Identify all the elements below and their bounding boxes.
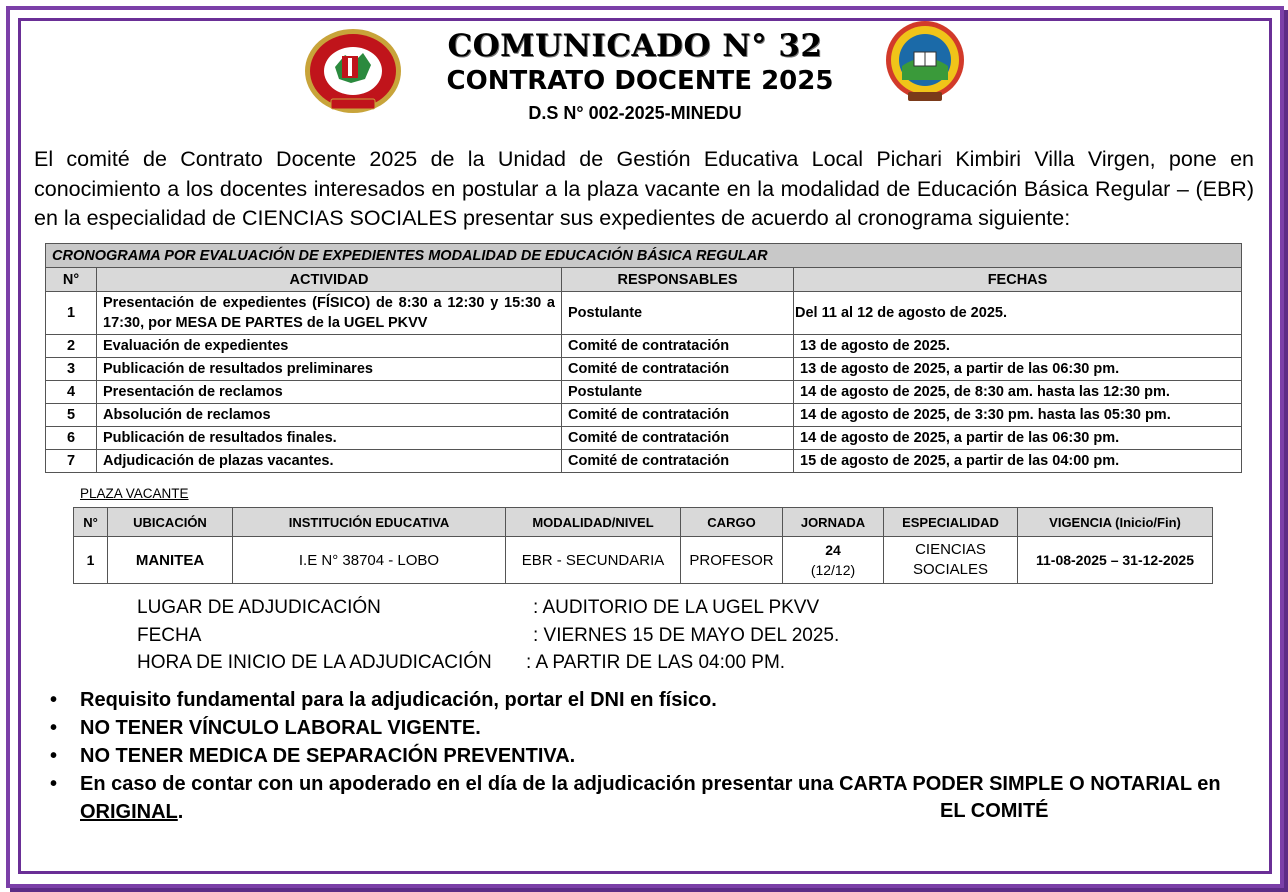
vacancy-header-institution: INSTITUCIÓN EDUCATIVA bbox=[233, 508, 506, 537]
table-row: 1 Presentación de expedientes (FÍSICO) de 8:30 a 12:30 y 15:30 a 17:30, por MESA DE PARTES de la UGEL PKVV Postulante Del 11 al 12 de agosto de 2025. bbox=[46, 292, 1242, 335]
specialty-line2: SOCIALES bbox=[912, 561, 989, 578]
specialty-line1: CIENCIAS bbox=[915, 541, 986, 558]
intro-paragraph: El comité de Contrato Docente 2025 de la Unidad de Gestión Educativa Local Pichari Kimbiri Villa Virgen, pone en conocimiento a los docentes interesados en postular a la plaza vacante en la modalidad de Educación Básica Regular – (EBR) en la especialidad de CIENCIAS SOCIALES presentar sus expedientes de acuerdo al cronograma siguiente: bbox=[34, 147, 1254, 230]
table-row: 4 Presentación de reclamos Postulante 14 de agosto de 2025, de 8:30 am. hasta las 12:30 pm. bbox=[46, 381, 1242, 404]
list-item: • En caso de contar con un apoderado en el día de la adjudicación presentar una CARTA PODER SIMPLE O NOTARIAL en ORIGINAL. bbox=[50, 770, 1230, 826]
vacancy-header-modality: MODALIDAD/NIVEL bbox=[506, 508, 681, 537]
table-row: 7 Adjudicación de plazas vacantes. Comité de contratación 15 de agosto de 2025, a partir de las 04:00 pm. bbox=[46, 450, 1242, 473]
ugel-vraem-logo bbox=[880, 20, 970, 104]
time-label: HORA DE INICIO DE LA ADJUDICACIÓN bbox=[137, 652, 492, 673]
communique-title: COMUNICADO N° 32 bbox=[447, 28, 823, 64]
list-item: • NO TENER MEDICA DE SEPARACIÓN PREVENTIVA. bbox=[50, 742, 1230, 770]
date-value: : VIERNES 15 DE MAYO DEL 2025. bbox=[533, 625, 840, 646]
table-row: 5 Absolución de reclamos Comité de contratación 14 de agosto de 2025, de 3:30 pm. hasta las 05:30 pm. bbox=[46, 404, 1242, 427]
vacancy-header-location: UBICACIÓN bbox=[108, 508, 233, 537]
schedule-header-responsible: RESPONSABLES bbox=[562, 268, 794, 292]
vacancy-table bbox=[73, 507, 1213, 584]
vacancy-header-workday: JORNADA bbox=[783, 508, 884, 537]
original-underlined: ORIGINAL bbox=[80, 801, 178, 823]
vacancy-label: PLAZA VACANTE bbox=[80, 486, 189, 501]
vacancy-header-specialty: ESPECIALIDAD bbox=[884, 508, 1018, 537]
schedule-header-dates: FECHAS bbox=[794, 268, 1242, 292]
gre-cusco-logo bbox=[303, 27, 403, 115]
bullet-icon: • bbox=[50, 717, 58, 739]
schedule-caption: CRONOGRAMA POR EVALUACIÓN DE EXPEDIENTES MODALIDAD DE EDUCACIÓN BÁSICA REGULAR bbox=[46, 244, 1242, 268]
bullet-icon: • bbox=[50, 773, 58, 795]
vacancy-header-validity: VIGENCIA (Inicio/Fin) bbox=[1018, 508, 1213, 537]
bullet-icon: • bbox=[50, 745, 58, 767]
schedule-header-activity: ACTIVIDAD bbox=[97, 268, 562, 292]
workday-hours: 24 bbox=[825, 542, 841, 558]
bullet-icon: • bbox=[50, 689, 58, 711]
workday-fraction: (12/12) bbox=[810, 562, 856, 578]
signature: EL COMITÉ bbox=[934, 797, 1080, 825]
schedule-header-n: N° bbox=[46, 268, 97, 292]
table-row: 1 MANITEA I.E N° 38704 - LOBO EBR - SECUNDARIA PROFESOR 24 (12/12) CIENCIAS SOCIALES 11-08-2025 – 31-12-2025 bbox=[74, 537, 1213, 584]
table-row: 3 Publicación de resultados preliminares Comité de contratación 13 de agosto de 2025, a partir de las 06:30 pm. bbox=[46, 358, 1242, 381]
vacancy-header-n: N° bbox=[74, 508, 108, 537]
list-item: • Requisito fundamental para la adjudicación, portar el DNI en físico. bbox=[50, 686, 1230, 714]
schedule-table bbox=[45, 243, 1242, 473]
date-label: FECHA bbox=[137, 625, 202, 646]
list-item: • NO TENER VÍNCULO LABORAL VIGENTE. bbox=[50, 714, 1230, 742]
table-row: 2 Evaluación de expedientes Comité de contratación 13 de agosto de 2025. bbox=[46, 335, 1242, 358]
decree-number: D.S N° 002-2025-MINEDU bbox=[528, 103, 742, 123]
table-row: 6 Publicación de resultados finales. Comité de contratación 14 de agosto de 2025, a partir de las 06:30 pm. bbox=[46, 427, 1242, 450]
place-label: LUGAR DE ADJUDICACIÓN bbox=[137, 597, 381, 618]
time-value: : A PARTIR DE LAS 04:00 PM. bbox=[526, 652, 786, 673]
vacancy-header-position: CARGO bbox=[681, 508, 783, 537]
contract-subtitle: CONTRATO DOCENTE 2025 bbox=[446, 66, 834, 96]
place-value: : AUDITORIO DE LA UGEL PKVV bbox=[533, 597, 820, 618]
